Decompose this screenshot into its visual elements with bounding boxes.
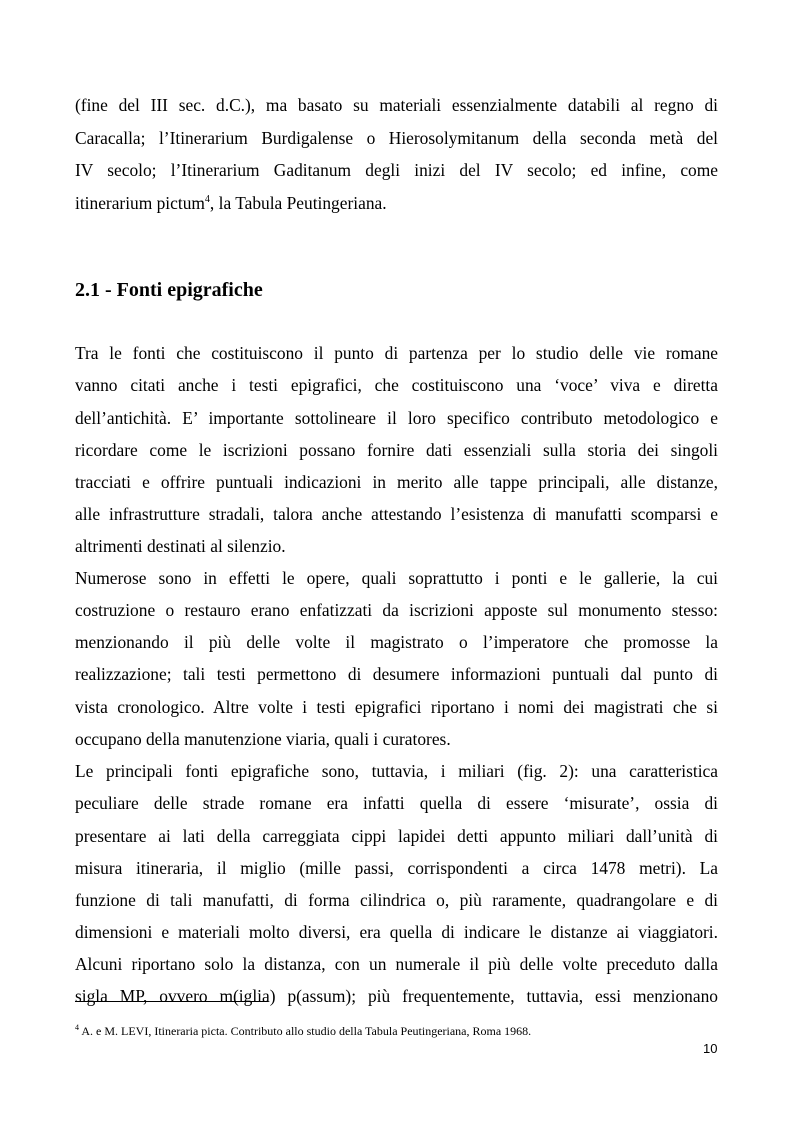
- text-line: Numerose sono in effetti le opere, quali soprattutto i ponti e le gallerie, la cui: [75, 568, 718, 588]
- text-line: Le principali fonti epigrafiche sono, tuttavia, i miliari (fig. 2): una caratteristica: [75, 761, 718, 781]
- page-number: 10: [703, 1041, 718, 1056]
- section-heading: 2.1 - Fonti epigrafiche: [75, 279, 263, 301]
- text-line: alle infrastrutture stradali, talora anche attestando l’esistenza di manufatti scomparsi e: [75, 504, 718, 524]
- footnote-number: 4: [75, 1023, 79, 1032]
- footnote-text: A. e M. LEVI, Itineraria picta. Contributo allo studio della Tabula Peutingeriana, Roma 1968.: [79, 1024, 532, 1038]
- text-fragment: itinerarium pictum: [75, 193, 205, 213]
- text-line: Alcuni riportano solo la distanza, con un numerale il più delle volte preceduto dalla: [75, 954, 718, 974]
- text-line: IV secolo; l’Itinerarium Gaditanum degli inizi del IV secolo; ed infine, come: [75, 160, 718, 180]
- text-line: dimensioni e materiali molto diversi, era quella di indicare le distanze ai viaggiatori.: [75, 922, 718, 942]
- text-line: dell’antichità. E’ importante sottolineare il loro specifico contributo metodologico e: [75, 408, 718, 428]
- text-line: (fine del III sec. d.C.), ma basato su materiali essenzialmente databili al regno di: [75, 95, 718, 115]
- text-line: menzionando il più delle volte il magistrato o l’imperatore che promosse la: [75, 632, 718, 652]
- text-line: misura itineraria, il miglio (mille passi, corrispondenti a circa 1478 metri). La: [75, 858, 718, 878]
- text-line: funzione di tali manufatti, di forma cilindrica o, più raramente, quadrangolare e di: [75, 890, 718, 910]
- footnote-separator: [75, 1001, 268, 1002]
- text-line: presentare ai lati della carreggiata cippi lapidei detti appunto miliari dall’unità di: [75, 826, 718, 846]
- text-line: tracciati e offrire puntuali indicazioni in merito alle tappe principali, alle distanze,: [75, 472, 718, 492]
- text-line: costruzione o restauro erano enfatizzati da iscrizioni apposte sul monumento stesso:: [75, 600, 718, 620]
- text-line: vanno citati anche i testi epigrafici, che costituiscono una ‘voce’ viva e diretta: [75, 375, 718, 395]
- text-line: peculiare delle strade romane era infatti quella di essere ‘misurate’, ossia di: [75, 793, 718, 813]
- text-line: ricordare come le iscrizioni possano fornire dati essenziali sulla storia dei singoli: [75, 440, 718, 460]
- footnote: [75, 1024, 531, 1038]
- text-line: occupano della manutenzione viaria, quali i curatores.: [75, 729, 451, 749]
- text-line: Caracalla; l’Itinerarium Burdigalense o Hierosolymitanum della seconda metà del: [75, 128, 718, 148]
- text-fragment: , la Tabula Peutingeriana.: [209, 193, 387, 213]
- text-line: vista cronologico. Altre volte i testi epigrafici riportano i nomi dei magistrati che si: [75, 697, 718, 717]
- text-line: altrimenti destinati al silenzio.: [75, 536, 286, 556]
- text-line: Tra le fonti che costituiscono il punto di partenza per lo studio delle vie romane: [75, 343, 718, 363]
- footnote-reference[interactable]: 4: [204, 194, 210, 206]
- text-line: realizzazione; tali testi permettono di desumere informazioni puntuali dal punto di: [75, 664, 718, 684]
- text-line: [75, 193, 718, 213]
- text-line: sigla MP, ovvero m(iglia) p(assum); più frequentemente, tuttavia, essi menzionano: [75, 986, 718, 1006]
